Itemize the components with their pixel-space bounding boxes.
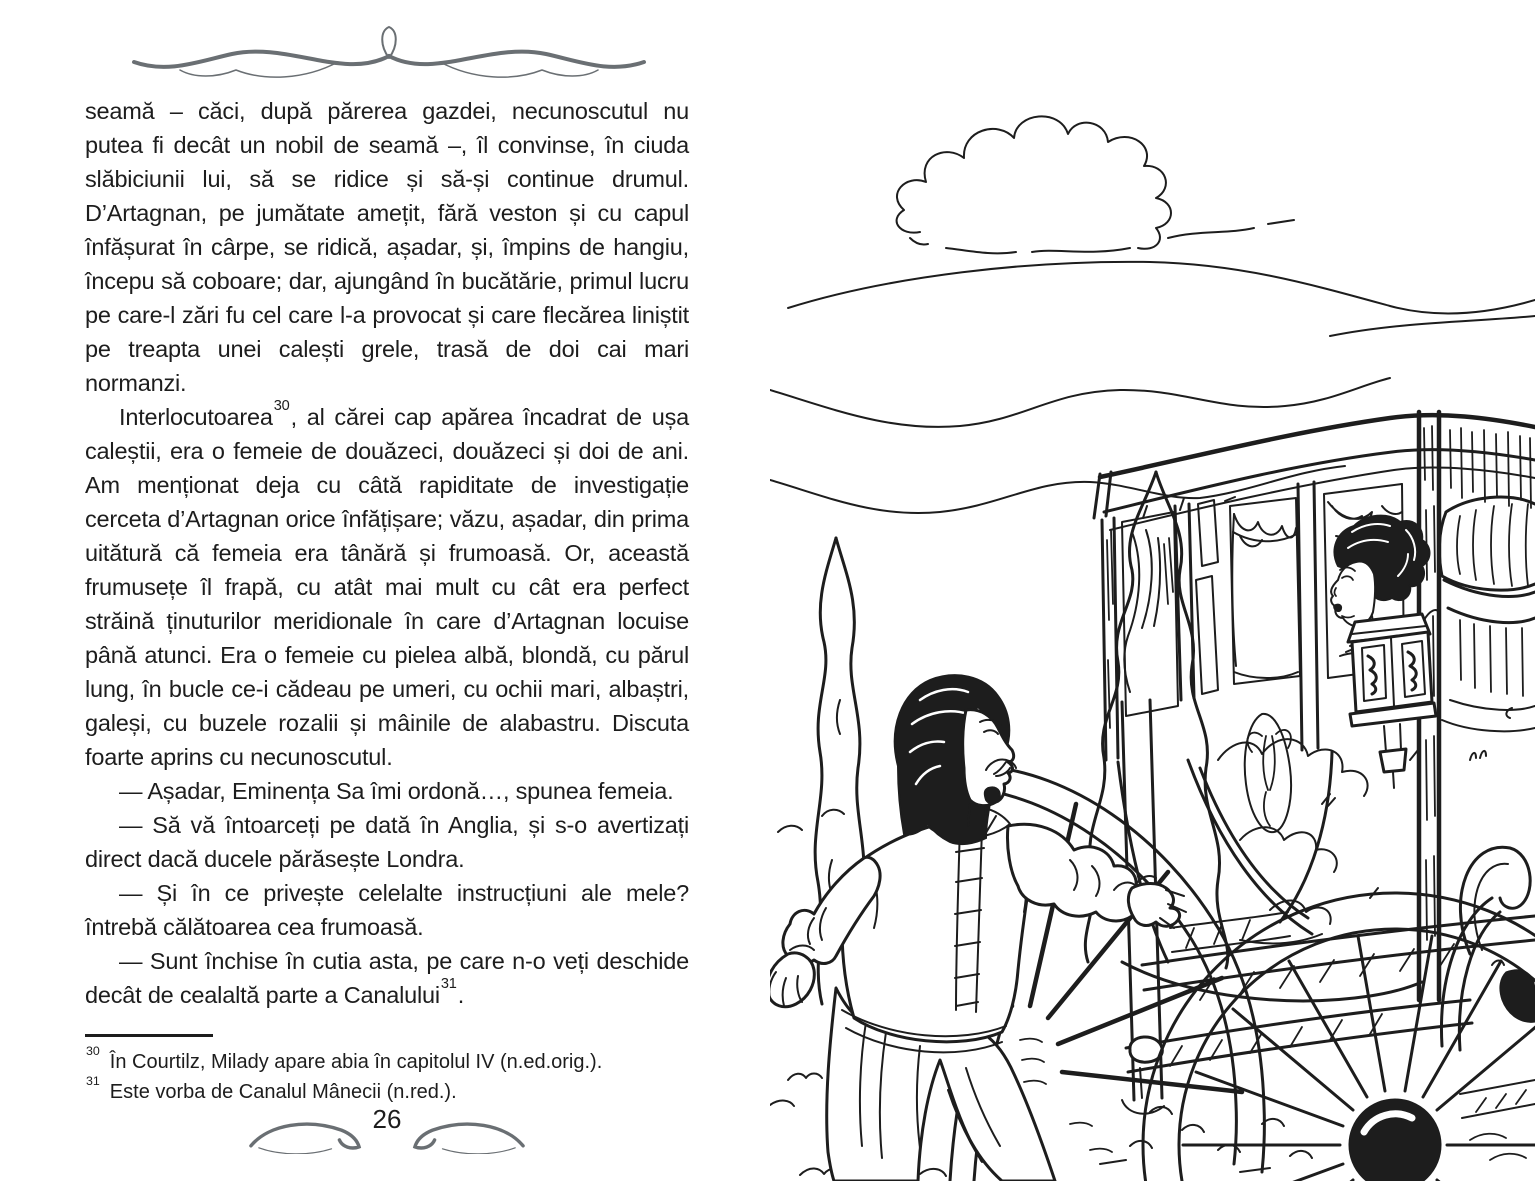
paragraph: — Așadar, Eminența Sa îmi ordonă…, spunea femeia. (119, 778, 674, 804)
suspension-spring (1441, 847, 1535, 1160)
paragraph: — Să vă întoarceți pe dată în Anglia, și s-o avertizați direct dacă ducele părăsește Londra. (85, 812, 689, 872)
page-footer (85, 1104, 689, 1154)
paragraph: — Și în ce privește celelalte instrucțiuni ale mele? întrebă călătoarea cea frumoasă. (85, 880, 689, 940)
flourish-footer-right (411, 1120, 527, 1154)
page-number: 26 (372, 1104, 402, 1134)
footnote: $^{30}$În Courtilz, Milady apare abia în capitolul IV (n.ed.orig.). (86, 1043, 603, 1073)
footnote-number: 31 (86, 1073, 100, 1088)
carriage-front-wheel (1143, 893, 1535, 1181)
footnotes (85, 1034, 689, 1107)
illustration-svg (770, 60, 1535, 1181)
footnote: $^{31}$Este vorba de Canalul Mânecii (n.red.). (86, 1073, 457, 1103)
flourish-footer-left (247, 1120, 363, 1154)
carriage (1094, 412, 1535, 1072)
footnote-ref: 31 (440, 975, 457, 992)
footnotes-list (85, 1043, 689, 1107)
paragraph: Interlocutoarea$^{30}$, al cărei cap apărea încadrat de ușa caleștii, era o femeie de douăzeci, douăzeci și doi de ani. Am menționat deja cu câtă rapiditate de investigație cerceta d’Artagnan orice înfățișare; văzu, așadar, din prima uitătură că femeia era tânără și frumoasă. Or, această frumusețe îl frapă, cu atât mai mult cu cât era perfect străină ținuturilor meridionale în care d’Artagnan locuise până atunci. Era o femeie cu pielea albă, blondă, cu părul lung, în bucle ce-i cădeau pe umeri, cu ochii mari, albaștri, galeși, cu buzele rozalii și mâinile de alabastru. Discuta foarte aprins cu necunoscutul. (85, 397, 689, 770)
illustration-carriage-scene (770, 60, 1535, 1181)
flourish-ornament-top (128, 24, 650, 80)
carriage-lantern (1348, 610, 1439, 788)
footnote-ref: 30 (273, 397, 290, 414)
body-text (85, 94, 689, 1012)
footnote-number: 30 (86, 1043, 100, 1058)
footnote-rule (85, 1034, 213, 1037)
paragraph: — Sunt închise în cutia asta, pe care n-o veți deschide decât de cealaltă parte a Canalului$^{31}$. (85, 948, 689, 1008)
paragraph: seamă – căci, după părerea gazdei, necunoscutul nu putea fi decât un nobil de seamă –, îl convinse, în ciuda slăbiciunii lui, să se ridice și să-și continue drumul. D’Artagnan, pe jumătate amețit, fără veston și cu capul înfășurat în cârpe, se ridică, așadar, și, împins de hangiu, începu să coboare; dar, ajungând în bucătărie, primul lucru pe care-l zări fu cel care l-a provocat și care flecărea liniștit pe treapta unei calești grele, trasă de doi cai mari normanzi. (85, 98, 689, 396)
